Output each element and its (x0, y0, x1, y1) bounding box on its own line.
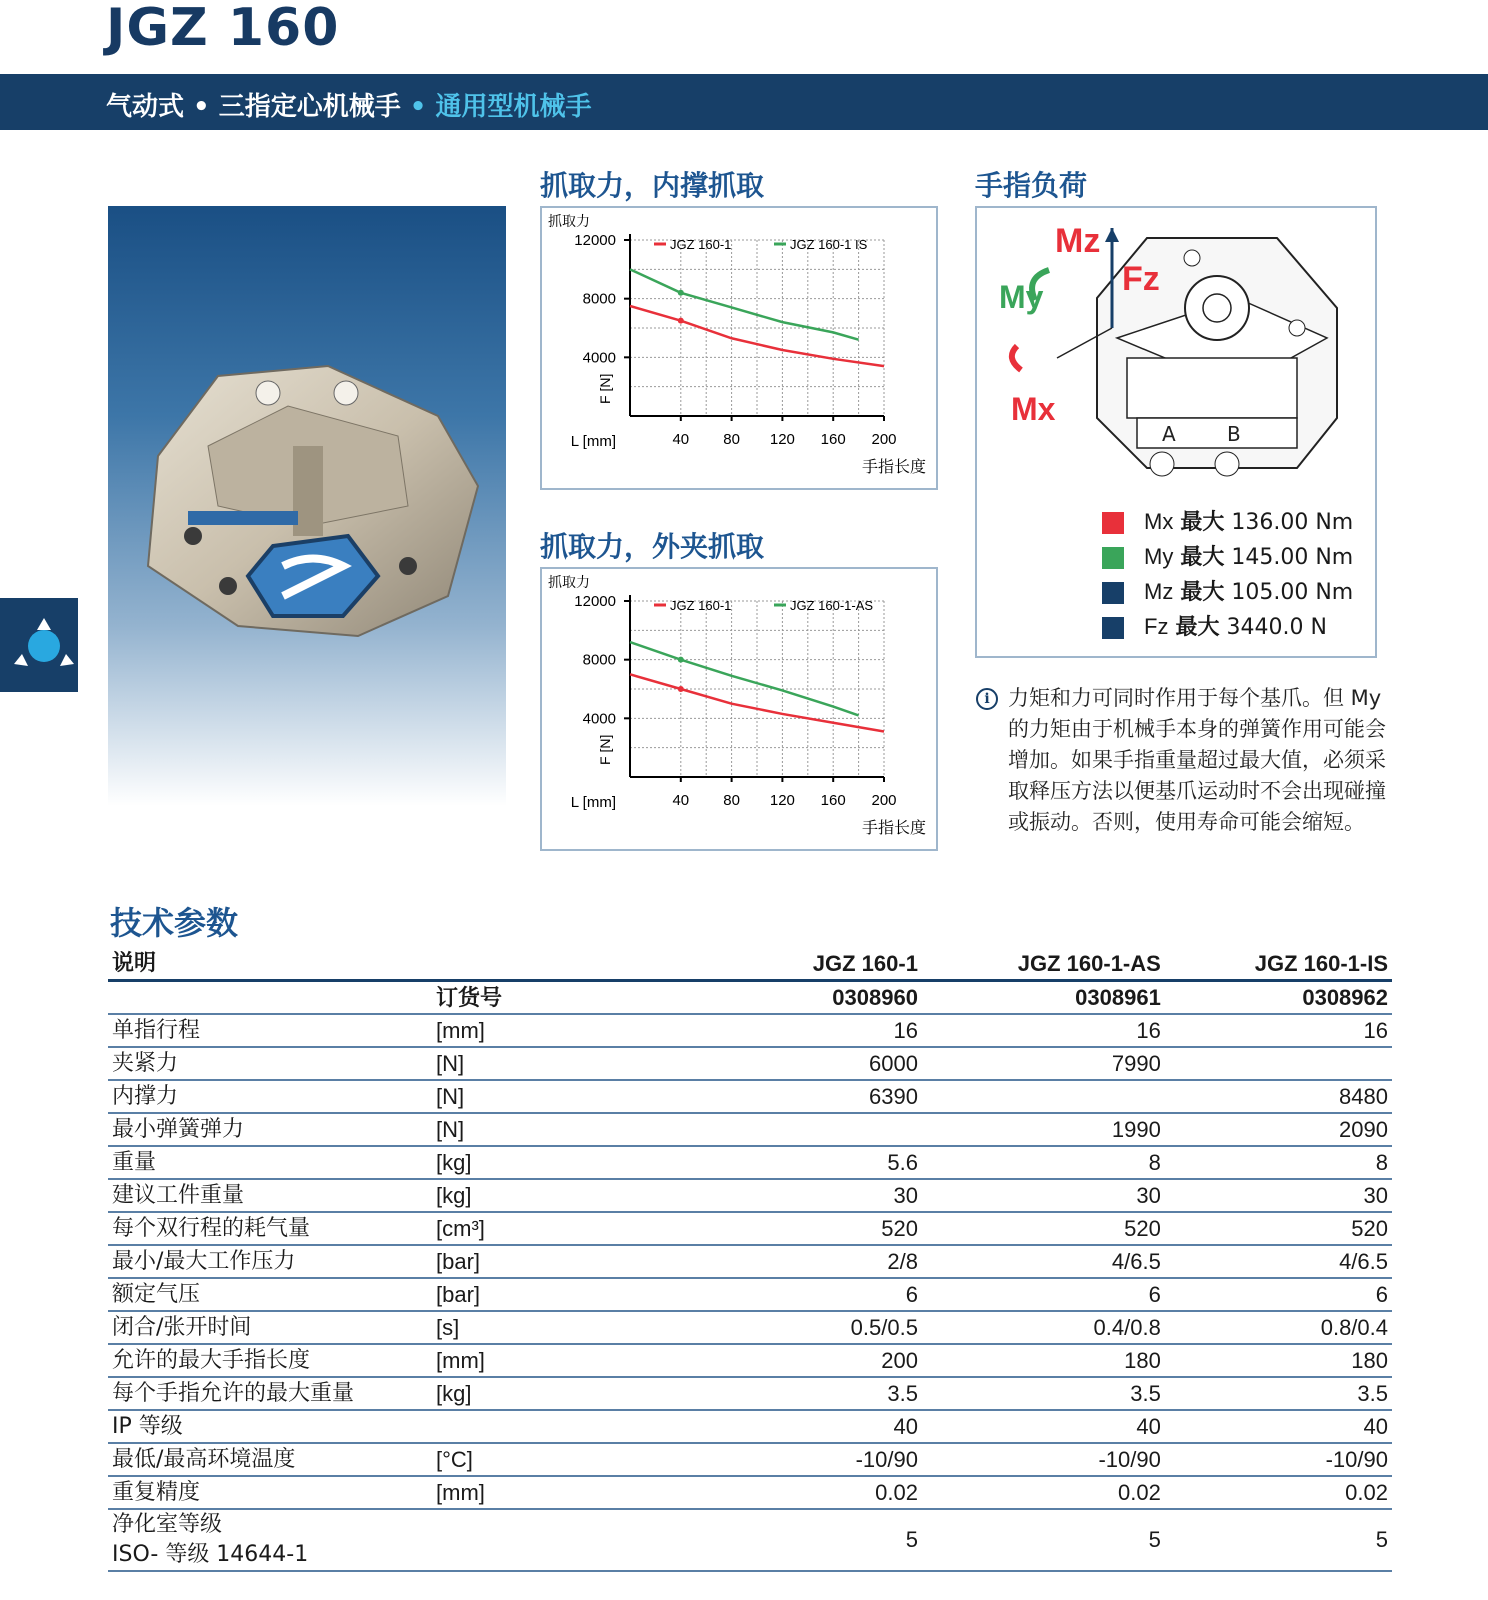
spec-unit: [mm] (432, 1014, 740, 1047)
x-axis-label: L [mm] (570, 433, 616, 450)
chart-title-outer: 抓取力，外夹抓取 (540, 530, 765, 563)
spec-value: 30 (740, 1179, 922, 1212)
legend-my-swatch (1102, 547, 1124, 569)
chart-panel-outer (540, 567, 938, 851)
spec-label: 每个双行程的耗气量 (108, 1212, 432, 1245)
table-row (108, 1443, 1392, 1476)
legend-label: JGZ 160-1 (670, 237, 732, 252)
table-row (108, 1113, 1392, 1146)
x-axis-caption: 手指长度 (861, 457, 926, 476)
spec-value: 180 (1165, 1344, 1392, 1377)
jaw-a-label: A (1162, 422, 1176, 446)
x-tick-label: 80 (723, 431, 740, 448)
spec-value: 180 (922, 1344, 1165, 1377)
spec-unit: [mm] (432, 1344, 740, 1377)
legend-mz-swatch (1102, 582, 1124, 604)
spec-label: 额定气压 (108, 1278, 432, 1311)
chart-corner-label: 抓取力 (548, 214, 590, 230)
spec-unit: [°C] (432, 1443, 740, 1476)
table-row (108, 1014, 1392, 1047)
spec-header-model-3: JGZ 160-1-IS (1165, 948, 1392, 981)
spec-unit: [kg] (432, 1146, 740, 1179)
table-row (108, 1311, 1392, 1344)
legend-mz: Mz 最大 105.00 Nm (1102, 579, 1353, 605)
spec-value: 5 (740, 1509, 922, 1571)
table-row (108, 1245, 1392, 1278)
table-row (108, 1278, 1392, 1311)
spec-unit: [mm] (432, 1476, 740, 1509)
product-photo (108, 206, 506, 806)
spec-label: 最低/最高环境温度 (108, 1443, 432, 1476)
x-tick-label: 120 (769, 792, 795, 809)
y-tick-label: 12000 (574, 593, 616, 610)
spec-value: 0.5/0.5 (740, 1311, 922, 1344)
x-tick-label: 160 (820, 792, 846, 809)
spec-label: 最小/最大工作压力 (108, 1245, 432, 1278)
spec-unit: [N] (432, 1080, 740, 1113)
y-axis-label: F [N] (597, 734, 613, 765)
spec-label: 闭合/张开时间 (108, 1311, 432, 1344)
banner-text (106, 86, 591, 123)
spec-table (108, 948, 1392, 1572)
spec-value: 520 (1165, 1212, 1392, 1245)
info-icon: i (976, 688, 998, 710)
legend-fz: Fz 最大 3440.0 N (1102, 614, 1327, 640)
spec-label: 每个手指允许的最大重量 (108, 1377, 432, 1410)
y-tick-label: 4000 (582, 710, 616, 728)
spec-value: 8480 (1165, 1080, 1392, 1113)
spec-unit: [bar] (432, 1245, 740, 1278)
spec-value: 30 (922, 1179, 1165, 1212)
spec-order-1: 0308960 (740, 981, 922, 1015)
spec-value: 2090 (1165, 1113, 1392, 1146)
spec-value: 16 (922, 1014, 1165, 1047)
spec-label: 重复精度 (108, 1476, 432, 1509)
x-tick-label: 160 (820, 431, 846, 448)
spec-value: 520 (740, 1212, 922, 1245)
finger-load-diagram (977, 208, 1375, 498)
chart-title-inner: 抓取力，内撑抓取 (540, 169, 765, 202)
cleanroom-standard: ISO- 等级 14644-1 (112, 1542, 309, 1567)
spec-value: 6000 (740, 1047, 922, 1080)
mx-label: Mx (1011, 391, 1056, 427)
spec-value: 8 (922, 1146, 1165, 1179)
spec-value (922, 1080, 1165, 1113)
spec-value: 6 (740, 1278, 922, 1311)
spec-value: 0.02 (1165, 1476, 1392, 1509)
spec-value: 40 (1165, 1410, 1392, 1443)
y-tick-label: 8000 (582, 290, 616, 308)
gripper-product-image (108, 206, 506, 806)
info-note (976, 683, 1396, 838)
data-point (678, 290, 684, 296)
spec-value: 16 (740, 1014, 922, 1047)
fz-label: Fz (1122, 260, 1160, 298)
spec-order-3: 0308962 (1165, 981, 1392, 1015)
spec-label: 夹紧力 (108, 1047, 432, 1080)
spec-value: 6 (1165, 1278, 1392, 1311)
spec-value: 8 (1165, 1146, 1392, 1179)
chart-panel-inner (540, 206, 938, 490)
spec-value: -10/90 (740, 1443, 922, 1476)
x-tick-label: 40 (672, 431, 690, 448)
spec-value: 16 (1165, 1014, 1392, 1047)
tech-section-title: 技术参数 (110, 904, 239, 942)
x-tick-label: 80 (723, 792, 740, 809)
legend-label: JGZ 160-1-AS (790, 598, 874, 613)
legend-label: JGZ 160-1 (670, 598, 732, 613)
legend-mx: Mx 最大 136.00 Nm (1102, 509, 1353, 535)
x-tick-label: 40 (672, 792, 690, 809)
spec-value: 6 (922, 1278, 1165, 1311)
data-point (678, 657, 684, 663)
spec-value: 5.6 (740, 1146, 922, 1179)
table-row (108, 1179, 1392, 1212)
data-point (678, 318, 684, 324)
legend-label: JGZ 160-1 IS (790, 237, 868, 252)
series-line (630, 642, 859, 715)
table-row (108, 1377, 1392, 1410)
table-row (108, 1410, 1392, 1443)
y-tick-label: 4000 (582, 349, 616, 367)
spec-header-model-1: JGZ 160-1 (740, 948, 922, 981)
spec-unit (432, 1410, 740, 1443)
spec-value: 5 (1165, 1509, 1392, 1571)
chart-inner-grip (542, 208, 936, 488)
table-row (108, 1212, 1392, 1245)
spec-unit: [s] (432, 1311, 740, 1344)
spec-value: 0.02 (740, 1476, 922, 1509)
table-row-cleanroom (108, 1509, 1392, 1571)
page-title: JGZ 160 (106, 0, 340, 58)
gripper-icon (0, 598, 78, 692)
x-tick-label: 200 (871, 792, 897, 809)
spec-value: 200 (740, 1344, 922, 1377)
my-label: My (999, 279, 1044, 315)
table-row (108, 1476, 1392, 1509)
x-tick-label: 120 (769, 431, 795, 448)
legend-my: My 最大 145.00 Nm (1102, 544, 1353, 570)
spec-value: 40 (740, 1410, 922, 1443)
spec-label: 重量 (108, 1146, 432, 1179)
x-axis-label: L [mm] (570, 794, 616, 811)
spec-unit: [kg] (432, 1377, 740, 1410)
table-row (108, 1080, 1392, 1113)
spec-order-row (108, 981, 1392, 1015)
spec-value: 0.4/0.8 (922, 1311, 1165, 1344)
spec-value: 30 (1165, 1179, 1392, 1212)
spec-value: 1990 (922, 1113, 1165, 1146)
spec-unit: [kg] (432, 1179, 740, 1212)
spec-value: 0.8/0.4 (1165, 1311, 1392, 1344)
spec-value: 40 (922, 1410, 1165, 1443)
spec-header-label: 说明 (108, 948, 432, 981)
spec-order-label: 订货号 (432, 981, 740, 1015)
jaw-b-label: B (1227, 422, 1241, 446)
spec-value: 5 (922, 1509, 1165, 1571)
y-tick-label: 12000 (574, 232, 616, 249)
chart-corner-label: 抓取力 (548, 575, 590, 591)
banner-subcategory: • 通用型机械手 (409, 92, 592, 122)
spec-value: 6390 (740, 1080, 922, 1113)
title-banner (0, 74, 1488, 130)
spec-unit: [N] (432, 1113, 740, 1146)
spec-unit: [N] (432, 1047, 740, 1080)
gripper-category-tab[interactable] (0, 598, 78, 692)
mz-label: Mz (1055, 222, 1101, 260)
spec-value: 3.5 (1165, 1377, 1392, 1410)
legend-fz-swatch (1102, 617, 1124, 639)
legend-mx-swatch (1102, 512, 1124, 534)
table-row (108, 1344, 1392, 1377)
table-row (108, 1047, 1392, 1080)
finger-load-title: 手指负荷 (975, 169, 1088, 202)
x-axis-caption: 手指长度 (861, 818, 926, 837)
spec-order-2: 0308961 (922, 981, 1165, 1015)
spec-unit: [cm³] (432, 1212, 740, 1245)
spec-label: 建议工件重量 (108, 1179, 432, 1212)
spec-label: 最小弹簧弹力 (108, 1113, 432, 1146)
info-note-text: 力矩和力可同时作用于每个基爪。但 My 的力矩由于机械手本身的弹簧作用可能会增加。如果手指重量超过最大值，必须采取释压方法以便基爪运动时不会出现碰撞或振动。否则，使用寿命可能会缩短。 (1008, 686, 1386, 834)
table-row (108, 1146, 1392, 1179)
spec-value: 3.5 (922, 1377, 1165, 1410)
spec-value: 4/6.5 (1165, 1245, 1392, 1278)
chart-outer-grip (542, 569, 936, 849)
spec-value (740, 1113, 922, 1146)
data-point (678, 686, 684, 692)
x-tick-label: 200 (871, 431, 897, 448)
spec-label: 内撑力 (108, 1080, 432, 1113)
spec-value: 0.02 (922, 1476, 1165, 1509)
banner-category: 气动式 • 三指定心机械手 (106, 92, 401, 122)
spec-header-row (108, 948, 1392, 981)
spec-value (1165, 1047, 1392, 1080)
spec-value: -10/90 (922, 1443, 1165, 1476)
spec-value: -10/90 (1165, 1443, 1392, 1476)
spec-value: 3.5 (740, 1377, 922, 1410)
spec-unit: [bar] (432, 1278, 740, 1311)
spec-label: 单指行程 (108, 1014, 432, 1047)
spec-value: 2/8 (740, 1245, 922, 1278)
y-axis-label: F [N] (597, 373, 613, 404)
spec-label: IP 等级 (108, 1410, 432, 1443)
spec-label (108, 1509, 432, 1571)
spec-value: 4/6.5 (922, 1245, 1165, 1278)
spec-header-model-2: JGZ 160-1-AS (922, 948, 1165, 981)
spec-value: 7990 (922, 1047, 1165, 1080)
series-line (630, 269, 859, 339)
y-tick-label: 8000 (582, 651, 616, 669)
spec-value: 520 (922, 1212, 1165, 1245)
spec-label: 允许的最大手指长度 (108, 1344, 432, 1377)
cleanroom-label: 净化室等级 (112, 1512, 223, 1537)
